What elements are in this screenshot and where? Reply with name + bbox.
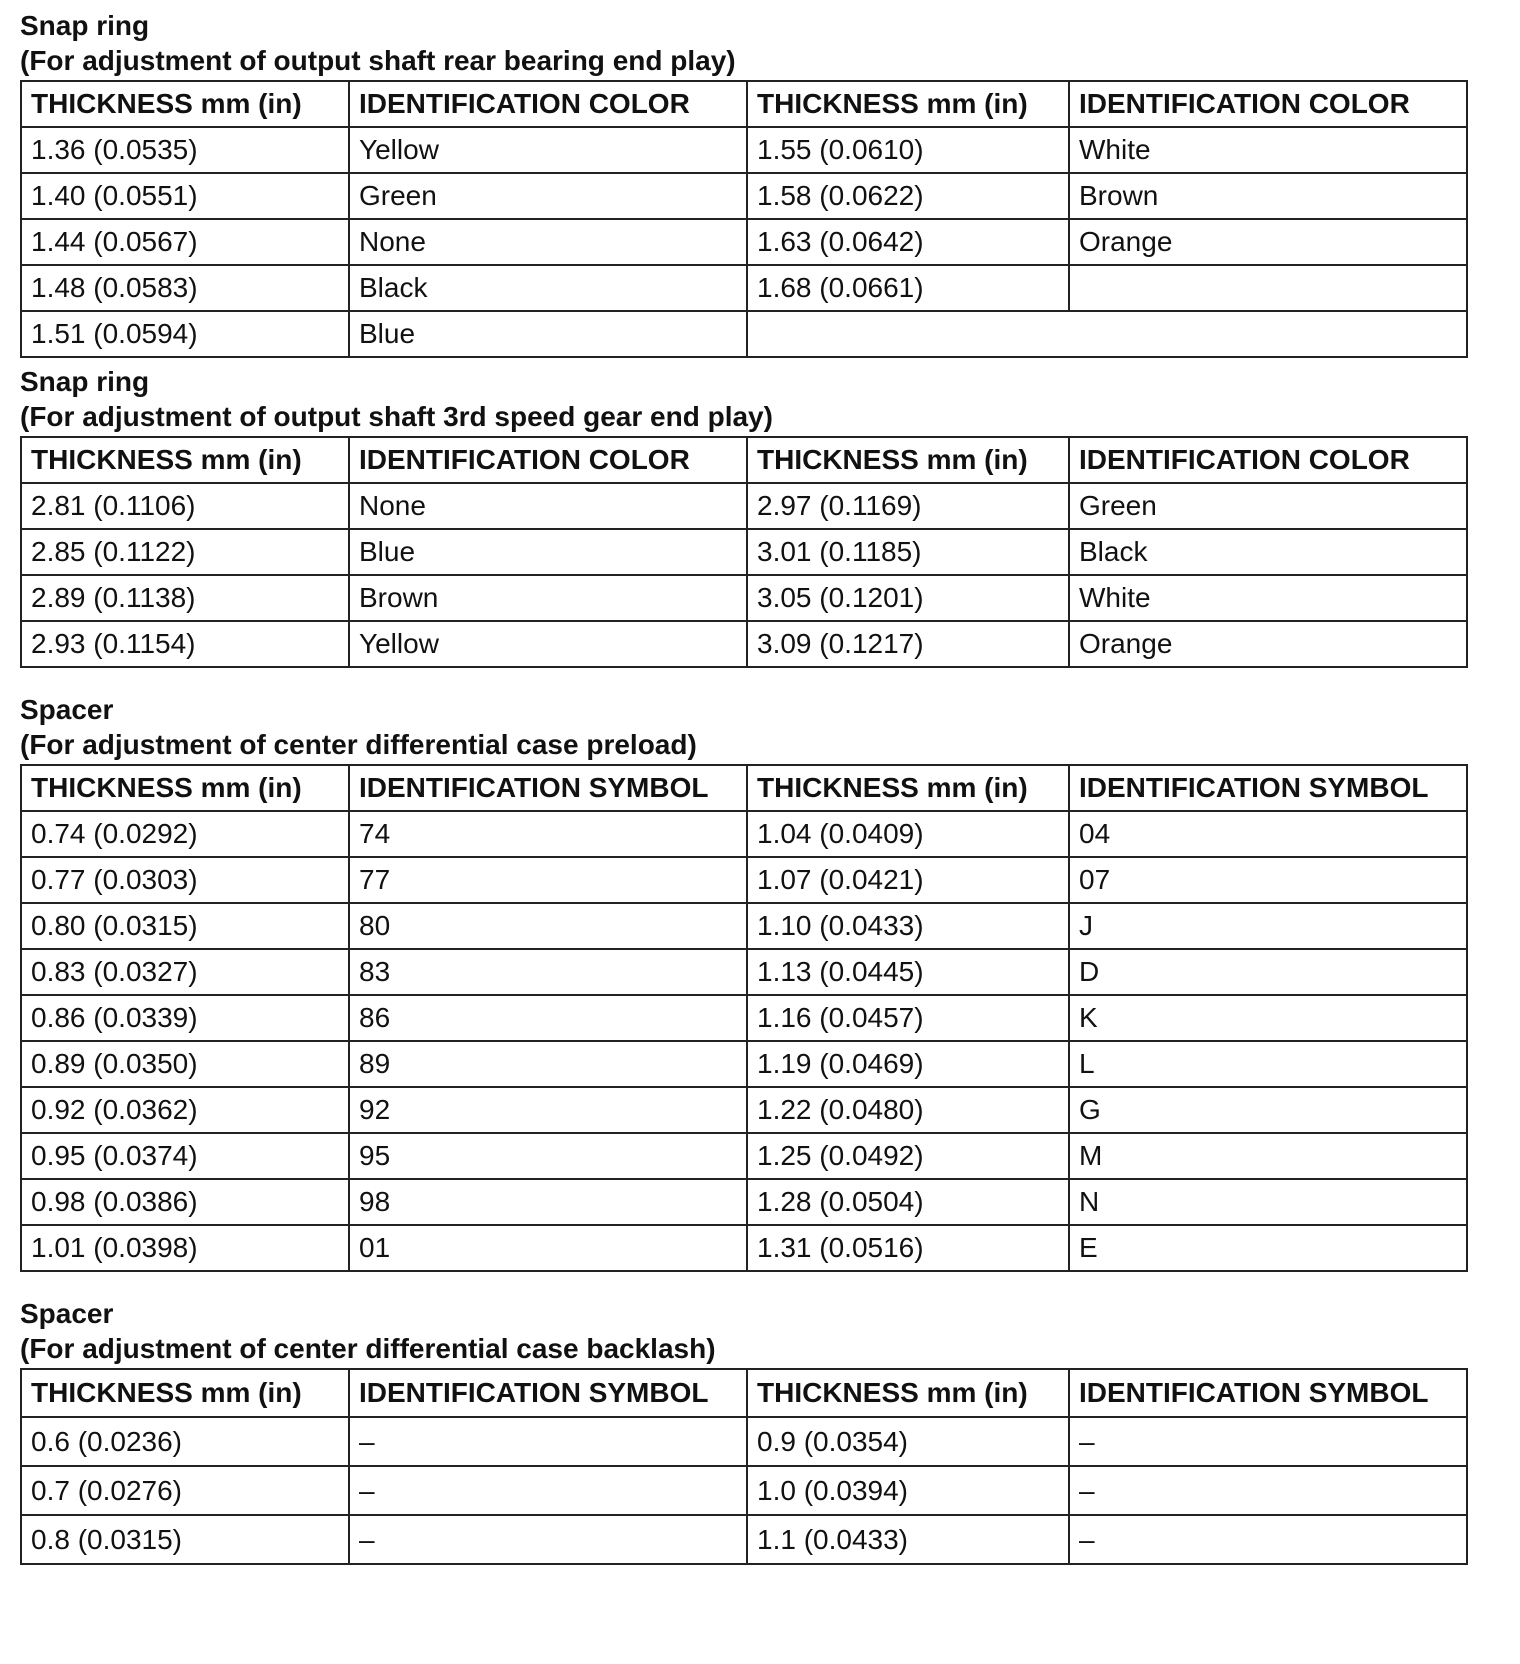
cell-symbol: – (349, 1466, 747, 1515)
header-identification: IDENTIFICATION SYMBOL (349, 1369, 747, 1417)
cell-symbol: 92 (349, 1087, 747, 1133)
cell-symbol: D (1069, 949, 1467, 995)
cell-symbol: G (1069, 1087, 1467, 1133)
cell-color: Blue (349, 311, 747, 357)
cell-thickness: 1.36 (0.0535) (21, 127, 349, 173)
header-thickness: THICKNESS mm (in) (21, 437, 349, 483)
cell-color: None (349, 219, 747, 265)
empty-cell (747, 311, 1467, 357)
table-row (21, 1515, 1467, 1564)
cell-symbol: – (1069, 1466, 1467, 1515)
cell-symbol: – (1069, 1417, 1467, 1466)
cell-thickness: 3.01 (0.1185) (747, 529, 1069, 575)
cell-symbol: – (1069, 1515, 1467, 1564)
cell-thickness: 0.89 (0.0350) (21, 1041, 349, 1087)
cell-thickness: 2.89 (0.1138) (21, 575, 349, 621)
thickness-table (20, 80, 1468, 358)
cell-symbol: 80 (349, 903, 747, 949)
table-row (21, 311, 1467, 357)
cell-thickness: 0.9 (0.0354) (747, 1417, 1069, 1466)
table-row (21, 173, 1467, 219)
section-subtitle: (For adjustment of center differential case preload) (20, 729, 697, 760)
cell-thickness: 1.51 (0.0594) (21, 311, 349, 357)
table-row (21, 575, 1467, 621)
table-row (21, 857, 1467, 903)
cell-thickness: 1.68 (0.0661) (747, 265, 1069, 311)
cell-symbol: 07 (1069, 857, 1467, 903)
cell-symbol: 89 (349, 1041, 747, 1087)
cell-symbol: 83 (349, 949, 747, 995)
cell-thickness: 1.04 (0.0409) (747, 811, 1069, 857)
cell-thickness: 0.7 (0.0276) (21, 1466, 349, 1515)
cell-symbol: 01 (349, 1225, 747, 1271)
cell-thickness: 2.93 (0.1154) (21, 621, 349, 667)
cell-thickness: 0.6 (0.0236) (21, 1417, 349, 1466)
cell-thickness: 1.16 (0.0457) (747, 995, 1069, 1041)
cell-color: Green (1069, 483, 1467, 529)
section-subtitle: (For adjustment of output shaft rear bearing end play) (20, 45, 736, 76)
table-header-row (21, 437, 1467, 483)
cell-thickness: 0.74 (0.0292) (21, 811, 349, 857)
cell-color: Black (349, 265, 747, 311)
header-identification: IDENTIFICATION COLOR (1069, 437, 1467, 483)
cell-thickness: 0.95 (0.0374) (21, 1133, 349, 1179)
cell-color: Brown (349, 575, 747, 621)
cell-thickness: 2.97 (0.1169) (747, 483, 1069, 529)
cell-symbol: J (1069, 903, 1467, 949)
cell-color: Yellow (349, 127, 747, 173)
cell-color (1069, 265, 1467, 311)
section-subtitle: (For adjustment of center differential case backlash) (20, 1333, 716, 1364)
cell-thickness: 0.77 (0.0303) (21, 857, 349, 903)
cell-color: Yellow (349, 621, 747, 667)
cell-thickness: 1.25 (0.0492) (747, 1133, 1069, 1179)
section-spacer-backlash (20, 1296, 1466, 1565)
table-row (21, 1225, 1467, 1271)
table-row (21, 903, 1467, 949)
cell-symbol: 98 (349, 1179, 747, 1225)
cell-symbol: 77 (349, 857, 747, 903)
cell-color: Black (1069, 529, 1467, 575)
header-identification: IDENTIFICATION SYMBOL (349, 765, 747, 811)
cell-thickness: 1.13 (0.0445) (747, 949, 1069, 995)
cell-symbol: L (1069, 1041, 1467, 1087)
table-row (21, 949, 1467, 995)
cell-thickness: 2.85 (0.1122) (21, 529, 349, 575)
cell-symbol: 04 (1069, 811, 1467, 857)
thickness-table (20, 764, 1468, 1272)
section-snap-ring-rear-bearing (20, 8, 1466, 358)
table-row (21, 1087, 1467, 1133)
table-header-row (21, 765, 1467, 811)
table-row (21, 1133, 1467, 1179)
cell-thickness: 1.22 (0.0480) (747, 1087, 1069, 1133)
header-identification: IDENTIFICATION COLOR (1069, 81, 1467, 127)
table-row (21, 127, 1467, 173)
table-header-row (21, 81, 1467, 127)
cell-thickness: 3.09 (0.1217) (747, 621, 1069, 667)
cell-color: Blue (349, 529, 747, 575)
cell-thickness: 1.31 (0.0516) (747, 1225, 1069, 1271)
table-row (21, 1466, 1467, 1515)
cell-thickness: 0.80 (0.0315) (21, 903, 349, 949)
cell-thickness: 1.1 (0.0433) (747, 1515, 1069, 1564)
cell-thickness: 1.28 (0.0504) (747, 1179, 1069, 1225)
header-thickness: THICKNESS mm (in) (21, 1369, 349, 1417)
header-identification: IDENTIFICATION SYMBOL (1069, 1369, 1467, 1417)
cell-thickness: 0.8 (0.0315) (21, 1515, 349, 1564)
cell-symbol: – (349, 1515, 747, 1564)
table-row (21, 1179, 1467, 1225)
cell-thickness: 0.92 (0.0362) (21, 1087, 349, 1133)
section-spacer-preload (20, 692, 1466, 1272)
section-title: Spacer (20, 694, 114, 725)
cell-color: Orange (1069, 219, 1467, 265)
cell-color: White (1069, 127, 1467, 173)
cell-color: Orange (1069, 621, 1467, 667)
cell-thickness: 1.19 (0.0469) (747, 1041, 1069, 1087)
table-row (21, 1041, 1467, 1087)
cell-thickness: 1.07 (0.0421) (747, 857, 1069, 903)
cell-thickness: 1.63 (0.0642) (747, 219, 1069, 265)
table-row (21, 483, 1467, 529)
cell-thickness: 0.86 (0.0339) (21, 995, 349, 1041)
header-identification: IDENTIFICATION COLOR (349, 81, 747, 127)
cell-symbol: – (349, 1417, 747, 1466)
table-row (21, 265, 1467, 311)
cell-symbol: E (1069, 1225, 1467, 1271)
thickness-table (20, 1368, 1468, 1565)
header-thickness: THICKNESS mm (in) (747, 765, 1069, 811)
cell-thickness: 3.05 (0.1201) (747, 575, 1069, 621)
section-title: Snap ring (20, 10, 150, 41)
cell-symbol: N (1069, 1179, 1467, 1225)
header-identification: IDENTIFICATION COLOR (349, 437, 747, 483)
cell-thickness: 0.98 (0.0386) (21, 1179, 349, 1225)
cell-thickness: 0.83 (0.0327) (21, 949, 349, 995)
cell-symbol: 86 (349, 995, 747, 1041)
thickness-table (20, 436, 1468, 668)
header-thickness: THICKNESS mm (in) (747, 437, 1069, 483)
section-title: Snap ring (20, 366, 150, 397)
section-snap-ring-3rd-gear (20, 364, 1466, 668)
table-row (21, 811, 1467, 857)
cell-symbol: 95 (349, 1133, 747, 1179)
table-row (21, 621, 1467, 667)
header-thickness: THICKNESS mm (in) (21, 81, 349, 127)
cell-thickness: 1.55 (0.0610) (747, 127, 1069, 173)
cell-symbol: K (1069, 995, 1467, 1041)
section-title: Spacer (20, 1298, 114, 1329)
cell-color: Brown (1069, 173, 1467, 219)
cell-thickness: 1.44 (0.0567) (21, 219, 349, 265)
table-row (21, 529, 1467, 575)
table-row (21, 1417, 1467, 1466)
cell-thickness: 1.58 (0.0622) (747, 173, 1069, 219)
cell-color: None (349, 483, 747, 529)
cell-color: Green (349, 173, 747, 219)
header-identification: IDENTIFICATION SYMBOL (1069, 765, 1467, 811)
cell-thickness: 1.01 (0.0398) (21, 1225, 349, 1271)
table-header-row (21, 1369, 1467, 1417)
cell-thickness: 2.81 (0.1106) (21, 483, 349, 529)
cell-thickness: 1.40 (0.0551) (21, 173, 349, 219)
cell-symbol: M (1069, 1133, 1467, 1179)
header-thickness: THICKNESS mm (in) (747, 1369, 1069, 1417)
cell-color: White (1069, 575, 1467, 621)
header-thickness: THICKNESS mm (in) (747, 81, 1069, 127)
header-thickness: THICKNESS mm (in) (21, 765, 349, 811)
table-row (21, 219, 1467, 265)
cell-thickness: 1.48 (0.0583) (21, 265, 349, 311)
table-row (21, 995, 1467, 1041)
cell-symbol: 74 (349, 811, 747, 857)
cell-thickness: 1.10 (0.0433) (747, 903, 1069, 949)
section-subtitle: (For adjustment of output shaft 3rd speed gear end play) (20, 401, 773, 432)
cell-thickness: 1.0 (0.0394) (747, 1466, 1069, 1515)
